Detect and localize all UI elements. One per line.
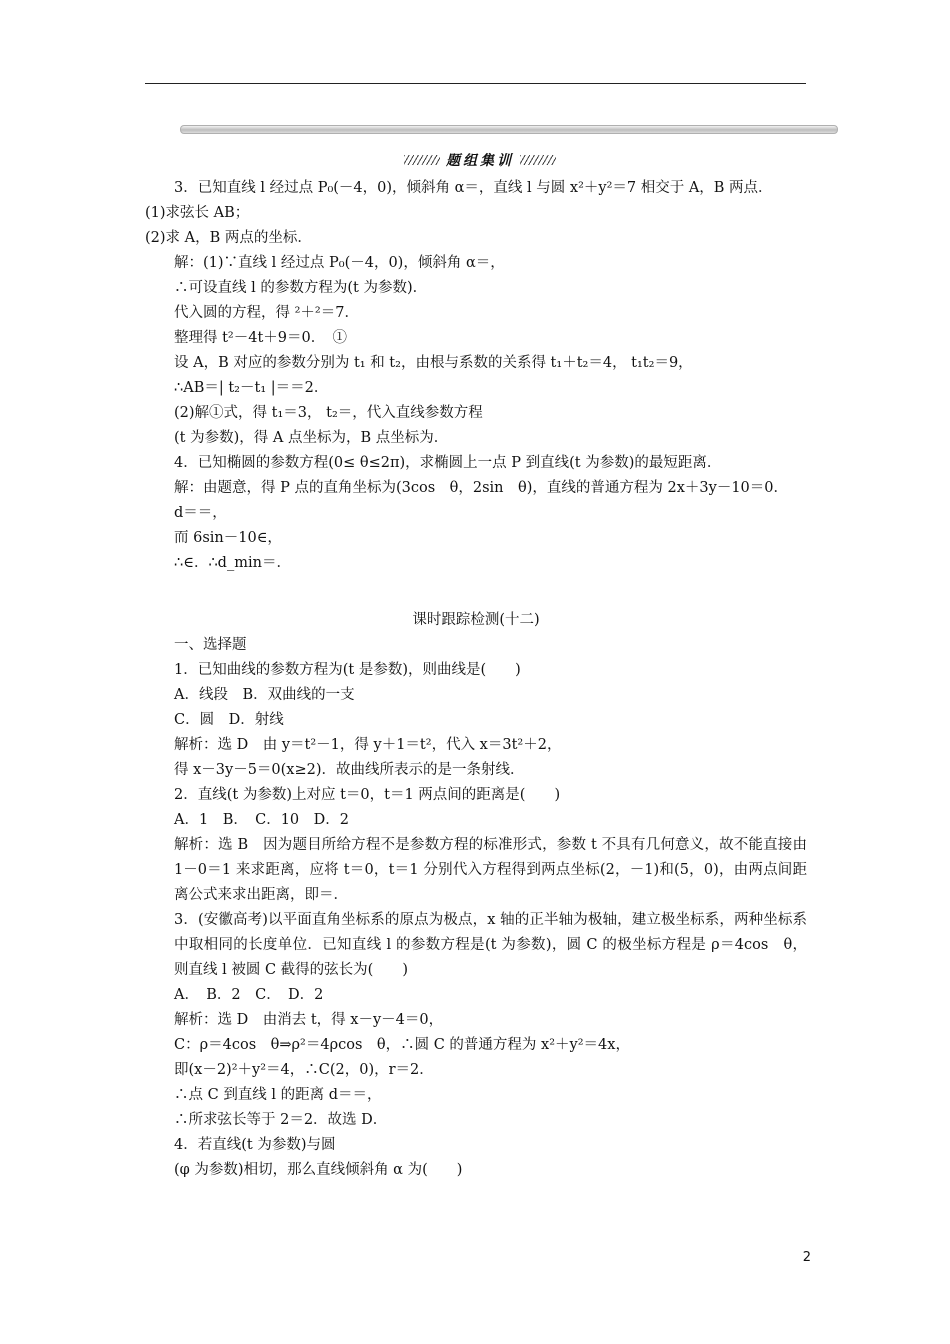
section-banner-bar (180, 125, 838, 134)
hatch-decoration-left (404, 155, 440, 165)
text-line: ∴∈．∴d_min＝． (174, 555, 291, 571)
chapter-heading: 课时跟踪检测(十二) (412, 612, 540, 628)
text-line: 一、选择题 (174, 637, 247, 653)
text-line: 而 6sin－10∈， (174, 530, 282, 546)
text-line: 2．直线(t 为参数)上对应 t＝0，t＝1 两点间的距离是( ) (174, 787, 561, 803)
text-line: 解析：选 D 由消去 t，得 x－y－4＝0， (174, 1012, 444, 1028)
text-line: (φ 为参数)相切，那么直线倾斜角 α 为( ) (174, 1162, 463, 1178)
text-line: (2)解①式，得 t₁＝3， t₂＝，代入直线参数方程 (174, 405, 483, 421)
section-title-text: 题组集训 (446, 153, 514, 169)
text-line: A． B．2 C． D．2 (174, 987, 324, 1003)
section-title (400, 150, 560, 170)
text-paragraph: 3．(安徽高考)以平面直角坐标系的原点为极点，x 轴的正半轴为极轴，建立极坐标系，两种坐标系中取相同的长度单位．已知直线 l 的参数方程是(t 为参数)，圆 C 的极坐标方程是 ρ＝4cos θ，则直线 l 被圆 C 截得的弦长为( ) (174, 912, 807, 978)
text-line: 4．若直线(t 为参数)与圆 (174, 1137, 336, 1153)
text-line: 4．已知椭圆的参数方程(0≤ θ≤2π)，求椭圆上一点 P 到直线(t 为参数)的最短距离． (174, 455, 722, 471)
text-paragraph: 解析：选 B 因为题目所给方程不是参数方程的标准形式，参数 t 不具有几何意义，故不能直接由 1－0＝1 来求距离，应将 t＝0，t＝1 分别代入方程得到两点坐标(2，－1)和(5，0)，由两点间距离公式来求出距离，即＝． (174, 837, 807, 903)
text-line: C：ρ＝4cos θ⇒ρ²＝4ρcos θ，∴圆 C 的普通方程为 x²＋y²＝4x， (174, 1037, 630, 1053)
text-line: (1)求弦长 AB； (145, 205, 250, 221)
text-line: d＝＝， (174, 505, 227, 521)
text-line: 得 x－3y－5＝0(x≥2)．故曲线所表示的是一条射线． (174, 762, 525, 778)
page-number: 2 (802, 1250, 811, 1265)
text-line: 代入圆的方程，得 ²＋²＝7． (174, 305, 359, 321)
body-text (145, 176, 807, 1183)
text-line: ∴点 C 到直线 l 的距离 d＝＝， (174, 1087, 382, 1103)
hatch-decoration-right (520, 155, 556, 165)
text-paragraph: 解：由题意，得 P 点的直角坐标为(3cos θ，2sin θ)，直线的普通方程为 2x＋3y－10＝0． (174, 480, 789, 496)
text-line: ∴AB＝| t₂－t₁ |＝＝2． (174, 380, 329, 396)
text-line: C．圆 D．射线 (174, 712, 284, 728)
text-line: 整理得 t²－4t＋9＝0． ① (174, 330, 348, 346)
text-line: 解析：选 D 由 y＝t²－1，得 y＋1＝t²，代入 x＝3t²＋2， (174, 737, 562, 753)
text-line: 设 A，B 对应的参数分别为 t₁ 和 t₂，由根与系数的关系得 t₁＋t₂＝4， t₁t₂＝9， (174, 355, 693, 371)
text-line: A．1 B． C．10 D．2 (174, 812, 349, 828)
text-line: 解：(1)∵直线 l 经过点 P₀(－4，0)，倾斜角 α＝， (174, 255, 505, 271)
text-line: 3．已知直线 l 经过点 P₀(－4，0)，倾斜角 α＝，直线 l 与圆 x²＋y²＝7 相交于 A，B 两点． (174, 180, 773, 196)
text-line: (2)求 A，B 两点的坐标． (145, 230, 312, 246)
text-line: A．线段 B．双曲线的一支 (174, 687, 355, 703)
text-line: ∴可设直线 l 的参数方程为(t 为参数)． (174, 280, 428, 296)
text-line: 即(x－2)²＋y²＝4，∴C(2，0)，r＝2． (174, 1062, 434, 1078)
text-line: (t 为参数)，得 A 点坐标为，B 点坐标为． (174, 430, 449, 446)
header-rule (145, 83, 806, 84)
spacer (145, 576, 807, 608)
text-line: ∴所求弦长等于 2＝2．故选 D． (174, 1112, 388, 1128)
text-line: 1．已知曲线的参数方程为(t 是参数)，则曲线是( ) (174, 662, 521, 678)
